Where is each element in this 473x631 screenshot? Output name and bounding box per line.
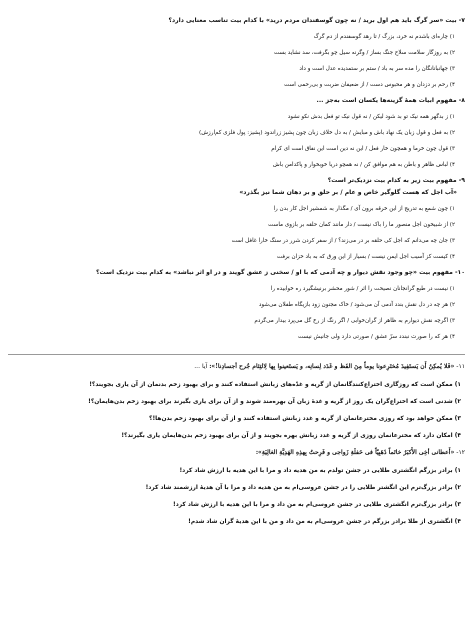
option-1[interactable]: ۱) چون شمع به تدریج از این خرقه برون آی / مگذار به شمشیر اجل کار بدن را (273, 206, 455, 212)
option-3[interactable]: ۳) برادر بزرگ‌ترم انگشتری طلایی در جشن عروسی‌ام به من داد و مرا با این هدیه با ارزش شاد کرد! (173, 502, 461, 508)
question-number: ۱۲- (454, 449, 465, 456)
option-4[interactable]: ۴) کیست کز آسیب اجل ایمن نیست / بسیار از این ورق که به باد خزان برفت (276, 254, 455, 260)
section-divider (8, 354, 465, 355)
option-1[interactable]: ۱) ممکن است که روزگاری اختراع‌کنندگانمان از گریه و غدّه‌های زبانش استفاده کنند و برای بهبود زخم بدنمان از آن یاری بجویند؟! (89, 382, 461, 388)
question-stem: ۸- مفهوم ابیات همهٔ گزینه‌ها یکسان است به‌جز ... (316, 97, 465, 104)
option-4[interactable]: ۴) لباس ظاهر و باطن به هم موافق کن / نه همچو دریا خوبخوار و پاکدامن باش (272, 162, 455, 168)
option-4[interactable]: ۴) انگشتری از طلا برادر بزرگم در جشن عروسی‌ام به من داد و من با این هدیهٔ گران شاد شدم! (188, 519, 461, 525)
option-1[interactable]: ۱) چاره‌ای باشدم نه خرد، بزرگ / تا رهد گوسفندم از دم گرگ (313, 34, 455, 40)
option-2[interactable]: ۲) شدنی است که اختراع‌گران یک روز از گریه و غدهٔ زبان آن بهره‌مند شوند و از آن برای یاری بگیرند برای بهبود زخم بدن‌هایمان؟! (88, 399, 461, 405)
option-2[interactable]: ۲) به روزگار سلامت سلاح جنگ بساز / وگرنه سیل چو بگرفت، سد نشاید بست (273, 50, 455, 56)
option-4[interactable]: ۴) امکان دارد که مخترعانمان روزی از گریه و غدد زبانش بهره بجویند و از آن برای بهبود زخم بدن‌هایمان یاری بگیرند؟! (121, 433, 461, 439)
question-9 (8, 176, 465, 262)
option-3[interactable]: ۳) اگرچه نقش دیوارم به ظاهر از گران‌خوابی / اگر رنگ از رخ گل می‌پرد بیدار می‌گردم (254, 318, 455, 324)
question-8 (8, 96, 465, 170)
question-number: ۱۱- (454, 363, 465, 370)
option-1[interactable]: ۱) نیست در طبع گرانجانان نصیحت را اثر / شور محشر برنیشگیرد ره خوابیده را (270, 286, 455, 292)
option-3[interactable]: ۳) جان چه می‌دانم که اجل کی حلقه بر در می‌زند؟ / از سفر کردن شرر در سنگ خارا غافل است (231, 238, 455, 244)
option-4[interactable]: ۴) هر که را صورت نبندد سرّ عشق / صورتی دارد ولی جانیش نیست (297, 334, 455, 340)
option-2[interactable]: ۲) برادر بزرگ‌ترم این انگشتر طلایی را در جشن عروسی‌ام به من هدیه داد و مرا با آن هدیهٔ ارزشمند شاد کرد! (145, 485, 461, 491)
option-2[interactable]: ۲) به فعل و قول زبان یک نهاد باش و مبایش / به دل خلاف زبان چون پشیز زراندود (پشیز: پول فلزی کم‌ارزش) (199, 130, 455, 136)
question-stem (8, 447, 465, 459)
option-3[interactable]: ۳) جهانبانانگان را مده سر به باد / ستم بر ستمدیده عدل است و داد (299, 66, 455, 72)
option-4[interactable]: ۴) رحم بر دزدان و هر محبوس دست / از ضعیفان ضربت و بی‌رحمی است (284, 82, 455, 88)
option-2[interactable]: ۲) از شبیخون اجل منصور ما را باک نیست / دار مانند کمان حلقه بر بازوی ماست (268, 222, 455, 228)
option-3[interactable]: ۳) قول چون خرما و همچون خار فعل / این نه دین است این نفاق است ای کرام (271, 146, 455, 152)
question-11 (8, 361, 465, 441)
question-stem (8, 361, 465, 373)
question-stem: ۷- بیت «سر گرگ باید هم اول برید / نه چون گوسفندان مردم درید» با کدام بیت تناسب معنایی دارد؟ (168, 17, 465, 24)
option-1[interactable]: ۱) ز بدگهر همه نیک تو بد شود لیکن / نه قول نیک تو فعل بدش نکو نشود (287, 114, 455, 120)
option-2[interactable]: ۲) هر چه در دل نقش بندد آدمی آن می‌شود / خاک مجنون زود بازیگاه طفلان می‌شود (258, 302, 455, 308)
arabic-sentence: «أَعطانی أخِی الأَکبَرُ خاتَماً ذَهَبِیّاً فی حَفلَةِ زَواجی و فَرِحتُ بِهذِهِ الهَدِیَّةِ الغالِیَةِ»: (255, 449, 455, 456)
question-stem: ۹- مفهوم بیت زیر به کدام بیت نزدیک‌تر است؟ (327, 177, 465, 184)
question-10 (8, 268, 465, 342)
option-3[interactable]: ۳) ممکن خواهد بود که روزی مخترعانمان از گریه و غدد زبانش استفاده کنند و از آن برای بهبود زخم بدن‌ها!؟ (149, 416, 461, 422)
option-1[interactable]: ۱) برادر بزرگم انگشتری طلایی در جشن تولدم به من هدیه داد و مرا با این هدیه با ارزش شاد کرد! (179, 468, 461, 474)
question-stem: ۱۰- مفهوم بیت «چو وجود نقش دیوار و چه آدمی که با او / سخنی ز عشق گویند و در او اثر نباشد» به کدام بیت نزدیک است؟ (96, 269, 465, 276)
question-tail: آیا ... (194, 363, 210, 370)
question-7 (8, 16, 465, 90)
arabic-sentence: «فَلا یُمکِنُ أَن یَستَفِیدَ مُختَرِعونا یوماً مِنَ الفَظ و غَدَد لِسانِه، و یَستَعینوا بِها لِالتِئام جُرح أجسادِنا!»: (209, 363, 455, 370)
question-quote: «آب اجل که هست گلوگیر خاص و عام / بر حلق و بر دهان شما نیز بگذرد» (239, 189, 457, 196)
question-12 (8, 447, 465, 527)
